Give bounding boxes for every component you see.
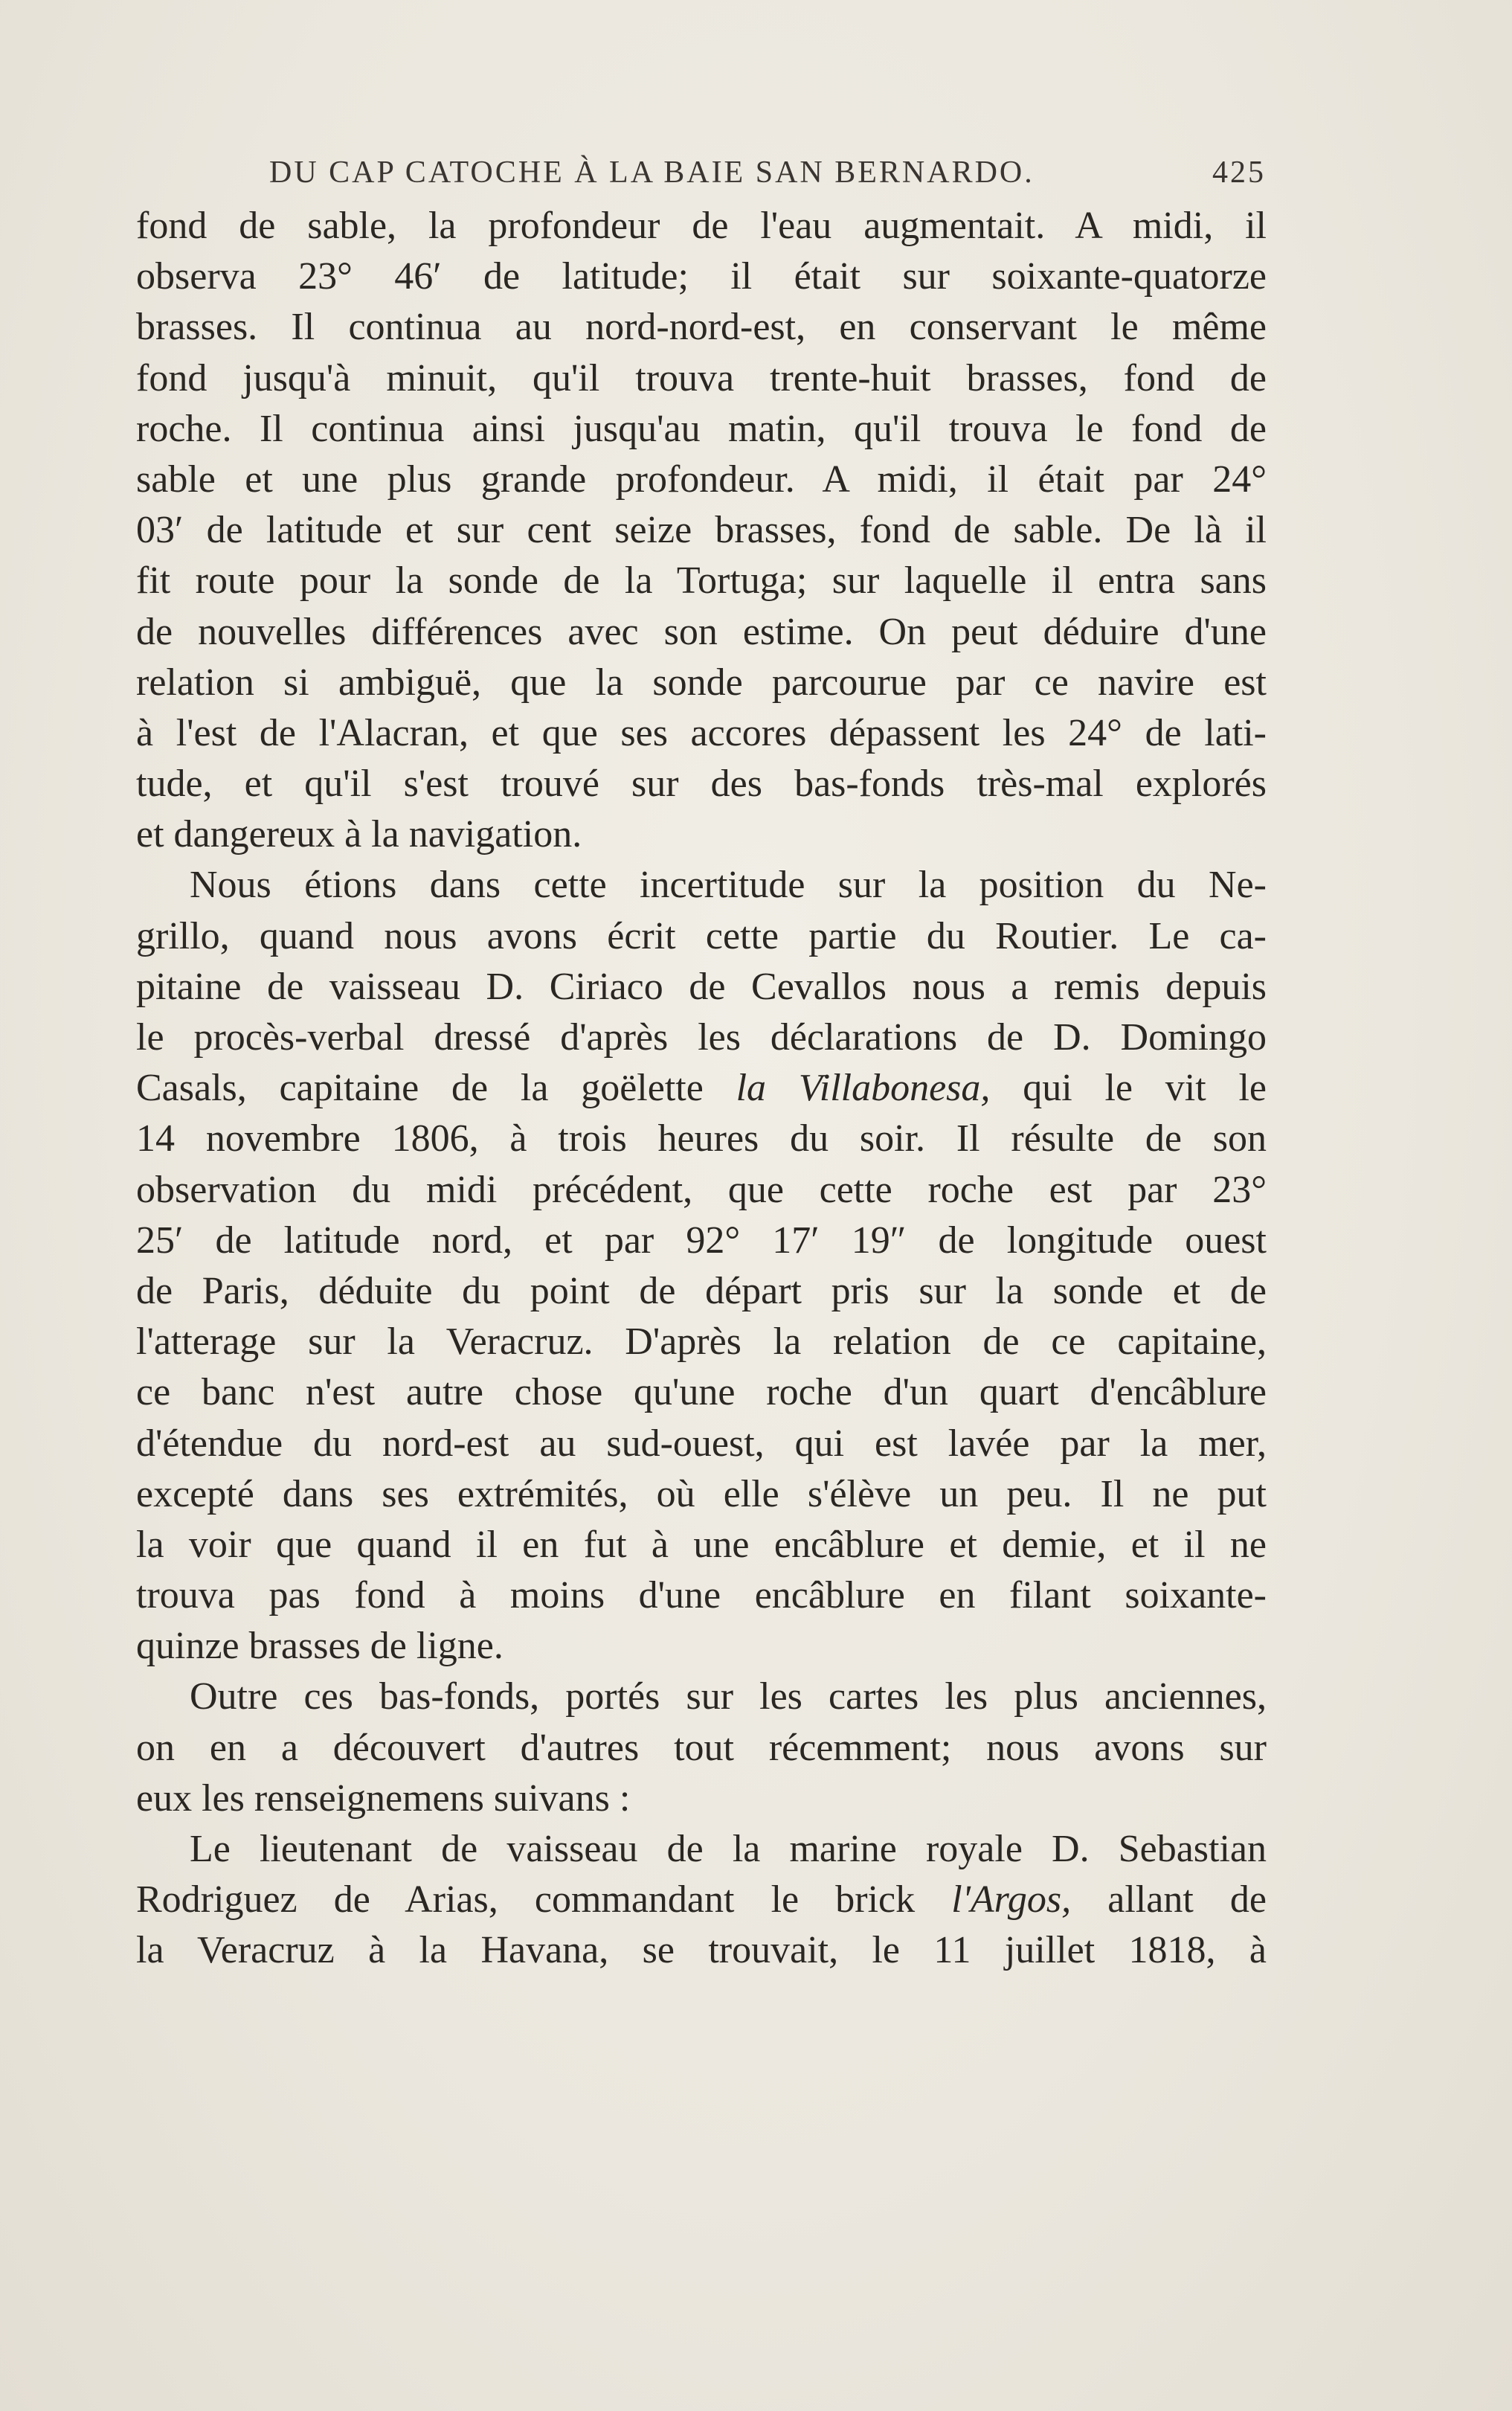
paragraph-start-line: Le lieutenant de vaisseau de la marine royale D. Sebastian <box>190 1828 1267 1870</box>
text-line: la voir que quand il en fut à une encâblure et demie, et il ne <box>136 1523 1267 1566</box>
text-line: on en a découvert d'autres tout récemment; nous avons sur <box>136 1726 1267 1769</box>
text-line: la Veracruz à la Havana, se trouvait, le 11 juillet 1818, à <box>136 1929 1267 1972</box>
text-line: fit route pour la sonde de la Tortuga; sur laquelle il entra sans <box>136 559 1267 603</box>
text-line: le procès-verbal dressé d'après les déclarations de D. Domingo <box>136 1016 1267 1059</box>
text-segment: qui le vit le <box>1023 1067 1267 1110</box>
text-line: tude, et qu'il s'est trouvé sur des bas-fonds très-mal explorés <box>136 763 1267 806</box>
text-line: l'atterage sur la Veracruz. D'après la relation de ce capitaine, <box>136 1320 1267 1364</box>
text-line: relation si ambiguë, que la sonde parcourue par ce navire est <box>136 661 1267 704</box>
text-line: sable et une plus grande profondeur. A midi, il était par 24° <box>136 458 1267 501</box>
text-line: excepté dans ses extrémités, où elle s'élève un peu. Il ne put <box>136 1472 1267 1515</box>
body-text <box>136 201 1267 1977</box>
text-line: ce banc n'est autre chose qu'une roche d'un quart d'encâblure <box>136 1371 1267 1414</box>
ship-name-italic: l'Argos, <box>951 1878 1072 1922</box>
text-line: observa 23° 46′ de latitude; il était sur soixante-quatorze <box>136 255 1267 298</box>
text-line: roche. Il continua ainsi jusqu'au matin, qu'il trouva le fond de <box>136 407 1267 450</box>
text-segment: allant de <box>1107 1878 1267 1922</box>
text-line: pitaine de vaisseau D. Ciriaco de Cevallos nous a remis depuis <box>136 965 1267 1008</box>
text-line: trouva pas fond à moins d'une encâblure en filant soixante- <box>136 1574 1267 1617</box>
text-line-with-italic <box>136 1063 1267 1114</box>
text-line: de nouvelles différences avec son estime. On peut déduire d'une <box>136 610 1267 653</box>
text-line: grillo, quand nous avons écrit cette partie du Routier. Le ca- <box>136 914 1267 957</box>
text-line: de Paris, déduite du point de départ pris sur la sonde et de <box>136 1269 1267 1312</box>
paragraph-start-line: Nous étions dans cette incertitude sur la position du Ne- <box>190 864 1267 907</box>
text-line: d'étendue du nord-est au sud-ouest, qui est lavée par la mer, <box>136 1422 1267 1465</box>
text-segment: Rodriguez de Arias, commandant le brick <box>136 1878 916 1922</box>
text-line: 14 novembre 1806, à trois heures du soir. Il résulte de son <box>136 1117 1267 1160</box>
text-segment: Casals, capitaine de la goëlette <box>136 1067 704 1110</box>
running-head <box>269 155 1266 199</box>
text-line: 25′ de latitude nord, et par 92° 17′ 19″ de longitude ouest <box>136 1219 1267 1262</box>
text-line: et dangereux à la navigation. <box>136 813 582 856</box>
page-number: 425 <box>1212 155 1266 190</box>
ship-name-italic: la Villabonesa, <box>736 1067 991 1110</box>
text-line: observation du midi précédent, que cette roche est par 23° <box>136 1168 1267 1211</box>
text-line: eux les renseignemens suivans : <box>136 1776 631 1820</box>
text-line: à l'est de l'Alacran, et que ses accores dépassent les 24° de lati- <box>136 711 1267 754</box>
text-line: brasses. Il continua au nord-nord-est, en conservant le même <box>136 306 1267 349</box>
paragraph-start-line: Outre ces bas-fonds, portés sur les cartes les plus anciennes, <box>190 1675 1267 1718</box>
text-line: fond de sable, la profondeur de l'eau augmentait. A midi, il <box>136 205 1267 247</box>
text-line: 03′ de latitude et sur cent seize brasses, fond de sable. De là il <box>136 509 1267 552</box>
text-line: quinze brasses de ligne. <box>136 1625 504 1668</box>
running-head-title: DU CAP CATOCHE À LA BAIE SAN BERNARDO. <box>269 155 1035 190</box>
text-line: fond jusqu'à minuit, qu'il trouva trente-huit brasses, fond de <box>136 356 1267 399</box>
text-line-with-italic <box>136 1875 1267 1925</box>
